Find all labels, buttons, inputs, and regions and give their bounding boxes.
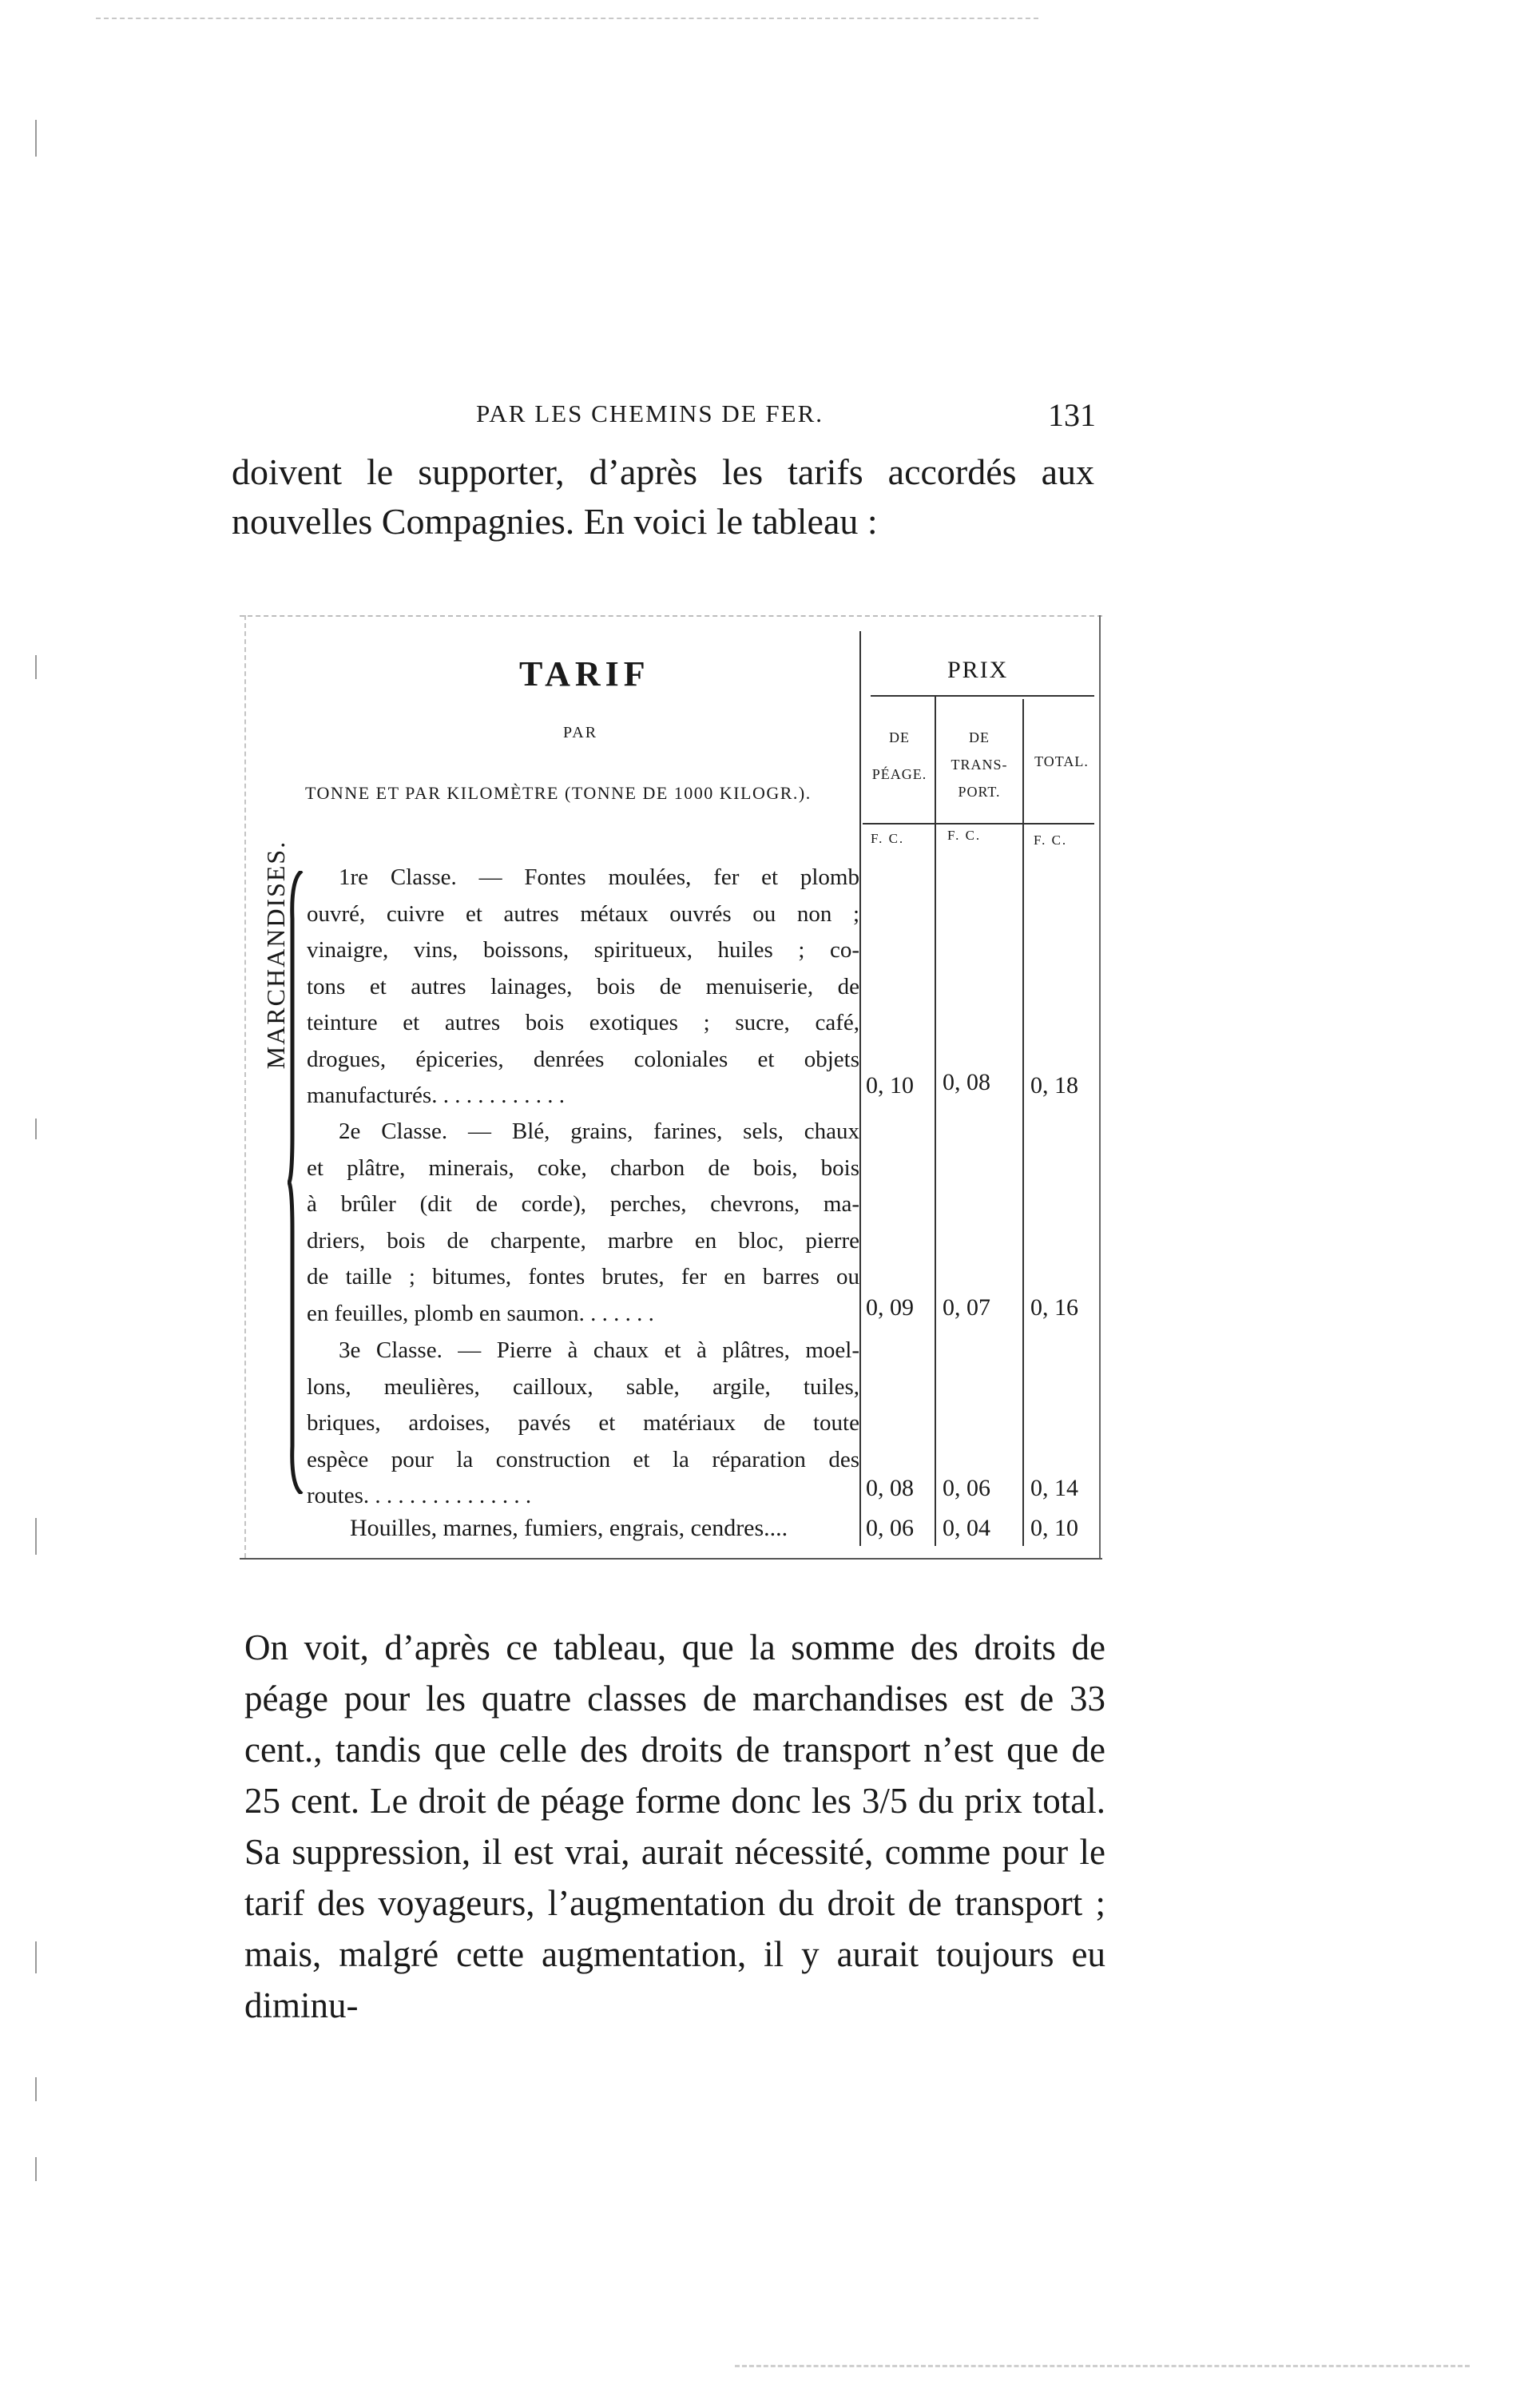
houilles-total: 0, 10	[1030, 1515, 1078, 1541]
table-title: TARIF	[519, 654, 650, 693]
class3-line: routes. . . . . . . . . . . . . . .	[307, 1483, 532, 1508]
class3-line: espèce pour la construction et la réparation des	[307, 1446, 859, 1472]
class1-line: tons et autres lainages, bois de menuiserie, de	[307, 973, 859, 999]
class2-peage: 0, 09	[866, 1294, 914, 1321]
class1-line: drogues, épiceries, denrées coloniales et objets	[307, 1046, 859, 1072]
table-top-rule	[240, 615, 1102, 617]
class1-description	[307, 860, 859, 1115]
houilles-peage: 0, 06	[866, 1515, 914, 1541]
class3-line: briques, ardoises, pavés et matériaux de toute	[307, 1410, 859, 1436]
class2-line: et plâtre, minerais, coke, charbon de bois, bois	[307, 1154, 859, 1181]
col-head-transport-line: TRANS-	[951, 757, 1008, 773]
column-divider	[859, 631, 861, 1546]
margin-mark	[35, 120, 37, 157]
class1-total: 0, 18	[1030, 1072, 1078, 1099]
prix-heading: PRIX	[947, 657, 1009, 683]
class1-line: vinaigre, vins, boissons, spiritueux, huiles ; co-	[307, 937, 859, 963]
unit-total: F. C.	[1034, 832, 1068, 848]
col-head-transport-line: DE	[969, 729, 990, 745]
running-head: PAR LES CHEMINS DE FER.	[476, 399, 824, 427]
brace-icon	[288, 871, 305, 1494]
class2-description	[307, 1114, 859, 1332]
class1-peage: 0, 10	[866, 1072, 914, 1099]
column-divider	[1022, 699, 1024, 1546]
col-head-total: TOTAL.	[1034, 753, 1089, 769]
margin-mark	[35, 2157, 37, 2181]
table-subtitle: TONNE ET PAR KILOMÈTRE (TONNE DE 1000 KILOGR.).	[305, 783, 812, 803]
class2-line: 2e Classe. — Blé, grains, farines, sels, chaux	[339, 1119, 859, 1144]
table-par: PAR	[563, 724, 598, 741]
table-right-rule	[1099, 615, 1101, 1558]
prix-rule	[871, 695, 1094, 697]
unit-transport: F. C.	[947, 828, 982, 843]
col-head-peage-line: PÉAGE.	[871, 766, 927, 782]
class1-line: 1re Classe. — Fontes moulées, fer et plomb	[339, 864, 859, 890]
margin-mark	[35, 655, 37, 679]
table-bottom-rule	[240, 1558, 1102, 1560]
class1-line: ouvré, cuivre et autres métaux ouvrés ou non ;	[307, 900, 859, 927]
scan-artifact-bottom	[735, 2365, 1470, 2367]
header-rule	[863, 823, 1094, 825]
class2-line: driers, bois de charpente, marbre en bloc, pierre	[307, 1227, 859, 1254]
class3-line: 3e Classe. — Pierre à chaux et à plâtres, moel-	[339, 1337, 859, 1363]
col-head-peage-line: DE	[889, 729, 910, 745]
scan-artifact-top	[96, 18, 1038, 19]
class3-transport: 0, 06	[943, 1475, 990, 1501]
intro-paragraph: doivent le supporter, d’après les tarifs accordés aux nouvelles Compagnies. En voici le tableau :	[232, 451, 1094, 542]
class2-line: à brûler (dit de corde), perches, chevrons, ma-	[307, 1191, 859, 1217]
class2-line: de taille ; bitumes, fontes brutes, fer en barres ou	[307, 1264, 859, 1289]
class3-description	[307, 1333, 859, 1515]
class2-line: en feuilles, plomb en saumon. . . . . . .	[307, 1300, 654, 1326]
col-head-transport	[939, 724, 1019, 805]
col-head-transport-line: PORT.	[958, 784, 1001, 800]
class3-total: 0, 14	[1030, 1475, 1078, 1501]
class3-peage: 0, 08	[866, 1475, 914, 1501]
houilles-label: Houilles, marnes, fumiers, engrais, cendres....	[350, 1515, 788, 1541]
class1-line: manufacturés. . . . . . . . . . . .	[307, 1083, 565, 1108]
class1-line: teinture et autres bois exotiques ; sucre, café,	[307, 1010, 859, 1035]
class1-transport: 0, 08	[943, 1069, 990, 1095]
body-paragraph: On voit, d’après ce tableau, que la somme des droits de péage pour les quatre classes de marchandises est de 33 cent., tandis que celle des droits de transport n’est que de 25 cent. Le droit de péage forme donc les 3/5 du prix total. Sa suppression, il est vrai, aurait nécessité, comme pour le tarif des voyageurs, l’augmentation du droit de transport ; mais, malgré cette augmentation, il y aurait toujours eu diminu-	[244, 1627, 1105, 2025]
unit-peage: F. C.	[871, 831, 905, 846]
col-head-peage	[867, 724, 931, 788]
houilles-transport: 0, 04	[943, 1515, 990, 1541]
margin-mark	[35, 2077, 37, 2101]
page-number: 131	[1048, 397, 1096, 433]
class2-transport: 0, 07	[943, 1294, 990, 1321]
class2-total: 0, 16	[1030, 1294, 1078, 1321]
margin-mark	[35, 1119, 37, 1139]
table-left-rule	[244, 615, 246, 1558]
side-label-marchandises: MARCHANDISES.	[261, 840, 290, 1070]
class3-line: lons, meulières, cailloux, sable, argile, tuiles,	[307, 1373, 859, 1400]
margin-mark	[35, 1518, 37, 1555]
margin-mark	[35, 1941, 37, 1973]
